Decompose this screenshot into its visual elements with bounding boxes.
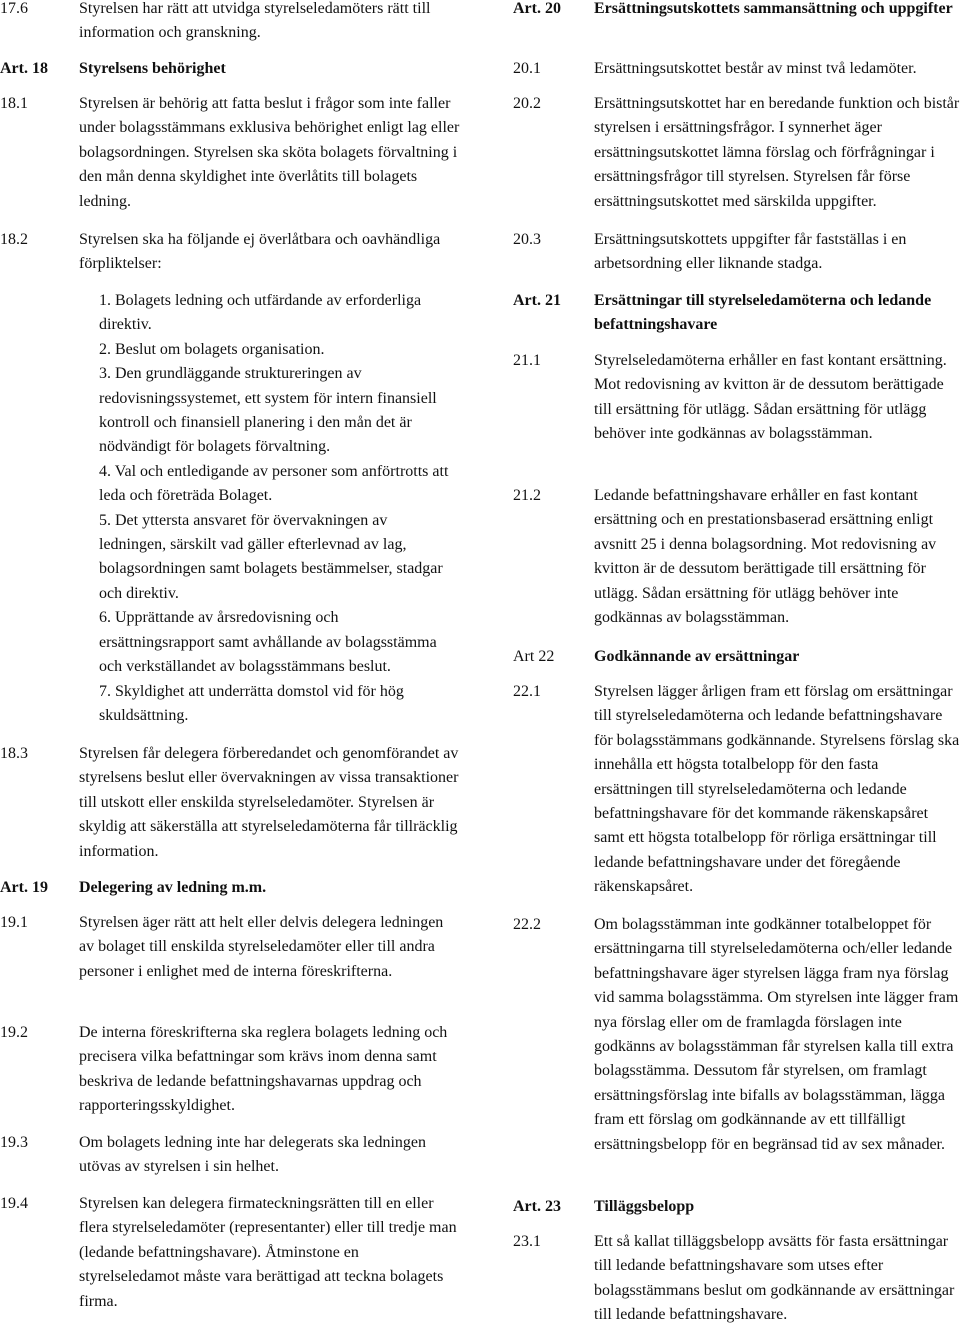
section-20-2	[513, 92, 960, 214]
article-title: Tilläggsbelopp	[594, 1198, 695, 1215]
section-text: Styrelsen äger rätt att helt eller delvis delegera ledningen av bolaget till enskilda styrelseledamöter eller till andra personer i enlighet med de interna föreskrifterna.	[79, 914, 444, 980]
section-text: Ledande befattningshavare erhåller en fast kontant ersättning och en prestationsbaserad ersättning enligt avsnitt 25 i denna bolagsordning. Mot redovisning av kvitton är de dessutom berättigade till ersättning för utlägg. Sådan ersättning för utlägg behöver inte godkännas av bolagsstämman.	[594, 487, 937, 627]
section-18-3	[0, 742, 460, 864]
section-text: Styrelsen ska ha följande ej överlåtbara och oavhändliga förpliktelser:	[79, 231, 441, 273]
section-text: Styrelseledamöterna erhåller en fast kontant ersättning. Mot redovisning av kvitton är de dessutom berättigade till ersättning för utlägg. Sådan ersättning för utlägg behöver inte godkännas av bolagsstämman.	[594, 352, 947, 443]
article-title: Styrelsens behörighet	[79, 60, 226, 77]
article-23-heading	[513, 1195, 960, 1219]
section-text: Ersättningsutskottets uppgifter får fastställas i en arbetsordning eller liknande stadga.	[594, 231, 907, 273]
article-number: Art. 23	[513, 1198, 561, 1215]
section-21-1	[513, 349, 960, 447]
section-text: Styrelsen får delegera förberedandet och genomförandet av styrelsens beslut eller övervakningen av vissa transaktioner till utskott eller enskilda styrelseledamöter. Styrelsen är skyldig att säkerställa att styrelseledamöterna får tillräcklig information.	[79, 745, 459, 860]
obligations-list-block	[0, 289, 460, 728]
section-text: Om bolagets ledning inte har delegerats ska ledningen utövas av styrelsen i sin helhet.	[79, 1134, 427, 1176]
section-number: 21.2	[513, 487, 541, 504]
section-text: De interna föreskrifterna ska reglera bolagets ledning och precisera vilka befattningar som krävs inom denna samt beskriva de ledande befattningshavarnas uppdrag och rapporteringsskyldighet.	[79, 1024, 448, 1115]
list-item: 4. Val och entledigande av personer som anförtrotts att leda och företräda Bolaget.	[99, 462, 449, 505]
section-number: 20.3	[513, 231, 541, 248]
section-text: Ersättningsutskottet har en beredande funktion och bistår styrelsen i ersättningsfrågor. I synnerhet äger ersättningsutskottet lämna förslag och förfrågningar i ersättningsfrågor till styrelsen. Styrelsen får förse ersättningsutskottet med särskilda uppgifter.	[594, 95, 960, 210]
section-18-2	[0, 228, 460, 277]
section-20-1	[513, 57, 960, 81]
section-text: Styrelsen lägger årligen fram ett förslag om ersättningar till styrelseledamöterna och ledande befattningshavare för bolagsstämmans godkännande. Styrelsens förslag ska innehålla ett högsta totalbelopp för den fasta ersättningen till styrelseledamöterna och ledande befattningshavare för det kommande räkenskapsåret samt ett högsta totalbelopp för rörliga ersättningar till ledande befattningshavare under det föregående räkenskapsåret.	[594, 683, 960, 896]
obligations-list	[79, 289, 460, 728]
article-20-heading	[513, 0, 960, 21]
section-19-4	[0, 1192, 460, 1314]
section-23-1	[513, 1230, 960, 1328]
article-title: Delegering av ledning m.m.	[79, 879, 267, 896]
section-number: 20.2	[513, 95, 541, 112]
section-text: Styrelsen har rätt att utvidga styrelseledamöters rätt till information och granskning.	[79, 0, 431, 42]
section-21-2	[513, 484, 960, 630]
list-item: 7. Skyldighet att underrätta domstol vid för hög skuldsättning.	[99, 682, 404, 724]
section-18-1	[0, 92, 460, 214]
article-number: Art 22	[513, 648, 555, 665]
section-number: 19.4	[0, 1195, 28, 1212]
section-number: 22.2	[513, 916, 541, 933]
article-number: Art. 19	[0, 879, 48, 896]
section-number: 23.1	[513, 1233, 541, 1250]
article-number: Art. 21	[513, 292, 561, 309]
section-number: 18.3	[0, 745, 28, 762]
section-22-1	[513, 680, 960, 900]
section-text: Om bolagsstämman inte godkänner totalbeloppet för ersättningarna till styrelseledamöterna och/eller ledande befattningshavare äger styrelsen lägga fram nya förslag vid samma bolagsstämma. Om styrelsen inte lägger fram nya förslag eller om de framlagda förslagen inte godkänns av bolagsstämman får styrelsen kalla till extra bolagsstämma. Dessutom får styrelsen, om framlagt ersättningsförslag inte bifalls av bolagsstämman, lägga fram ett förslag om godkännande av ett tillfälligt ersättningsbelopp för en begränsad tid av sex månader.	[594, 916, 959, 1153]
section-number: 21.1	[513, 352, 541, 369]
list-item: 6. Upprättande av årsredovisning och ersättningsrapport samt avhållande av bolagsstämma och verkställandet av bolagsstämmans beslut.	[99, 609, 437, 676]
article-19-heading	[0, 876, 460, 900]
section-19-3	[0, 1131, 460, 1180]
section-number: 17.6	[0, 0, 28, 17]
section-number: 19.1	[0, 914, 28, 931]
section-17-6	[0, 0, 460, 46]
section-19-2	[0, 1021, 460, 1119]
article-22-heading	[513, 645, 960, 669]
section-text: Styrelsen kan delegera firmateckningsrätten till en eller flera styrelseledamöter (representanter) eller till tredje man (ledande befattningshavare). Åtminstone en styrelseledamot måste vara berättigad att teckna bolagets firma.	[79, 1195, 457, 1310]
section-text: Ersättningsutskottet består av minst två ledamöter.	[594, 60, 917, 77]
article-21-heading	[513, 289, 960, 338]
section-number: 20.1	[513, 60, 541, 77]
article-title: Ersättningsutskottets sammansättning och uppgifter	[594, 0, 953, 17]
article-title: Ersättningar till styrelseledamöterna och ledande befattningshavare	[594, 292, 932, 334]
article-18-heading	[0, 57, 460, 81]
section-number: 18.1	[0, 95, 28, 112]
section-number: 18.2	[0, 231, 28, 248]
list-item: 5. Det yttersta ansvaret för övervakningen av ledningen, särskilt vad gäller efterlevnad av lag, bolagsordningen samt bolagets bestämmelser, stadgar och direktiv.	[99, 511, 443, 602]
section-20-3	[513, 228, 960, 277]
list-item: 3. Den grundläggande struktureringen av redovisningssystemet, ett system för intern finansiell kontroll och finansiell planering i den mån det är nödvändigt för bolagets förvaltning.	[99, 365, 437, 456]
list-item: 1. Bolagets ledning och utfärdande av erforderliga direktiv.	[99, 292, 422, 334]
article-number: Art. 20	[513, 0, 561, 17]
section-19-1	[0, 911, 460, 984]
section-22-2	[513, 913, 960, 1157]
section-text: Styrelsen är behörig att fatta beslut i frågor som inte faller under bolagsstämmans exklusiva behörighet enligt lag eller bolagsordningen. Styrelsen ska sköta bolagets förvaltning i den mån denna skyldighet inte överlåtits till bolagets ledning.	[79, 95, 460, 210]
section-number: 19.2	[0, 1024, 28, 1041]
section-number: 22.1	[513, 683, 541, 700]
article-number: Art. 18	[0, 60, 48, 77]
section-number: 19.3	[0, 1134, 28, 1151]
section-text: Ett så kallat tilläggsbelopp avsätts för fasta ersättningar till ledande befattningshavare som utses efter bolagsstämmans beslut om godkännande av ersättningar till ledande befattningshavare.	[594, 1233, 955, 1324]
article-title: Godkännande av ersättningar	[594, 648, 800, 665]
list-item: 2. Beslut om bolagets organisation.	[99, 340, 325, 358]
